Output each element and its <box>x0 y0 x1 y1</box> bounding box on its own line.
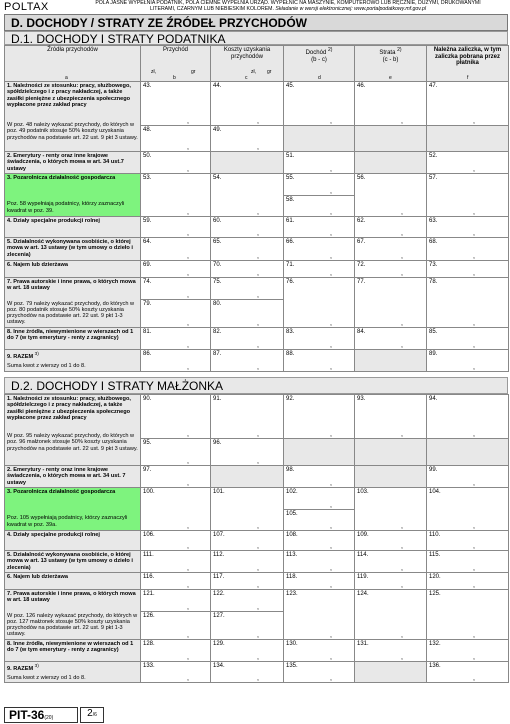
instruction-line-1: POLA JASNE WYPEŁNIA PODATNIK, POLA CIEMNE WYPEŁNIA URZĄD. WYPEŁNIĆ NA MASZYNIE, KOMPUTEROWO LUB RĘCZNIE, DUŻYMI, DRUKOWANYMI <box>95 0 481 6</box>
field-96[interactable]: 96. , <box>211 439 284 466</box>
spouse-row-other-label: 8. Inne źródła, niewymienione w wierszach od 1 do 7 (w tym emerytury - renty z zagranicy) <box>5 639 141 661</box>
row-personal-activity-label: 5. Działalność wykonywana osobiście, o której mowa w art. 13 ustawy (w tym umowy o dzieło i zlecenia) <box>5 238 141 261</box>
field-43[interactable]: 43. , <box>141 82 211 126</box>
spouse-row-total-label: 9. RAZEM $^{3)}$ Suma kwot z wierszy od 1 do 8. <box>5 661 141 682</box>
field-111[interactable]: 111. , <box>141 551 211 573</box>
field-101[interactable]: 101. , <box>211 488 284 531</box>
field-134[interactable]: 134. , <box>211 661 284 682</box>
field-73[interactable]: 73. , <box>427 261 509 278</box>
spouse-row-copyright-label: 7. Prawa autorskie i inne prawa, o których mowa w art. 18 ustawy W poz. 126 należy wykazać przychody, do których w poz. 127 małżonek stosuje 50% koszty uzyskania przychodów na podstawie art. 22 ust. 9 pkt 1-3 ustawy. <box>5 590 141 640</box>
row-pensions-label: 2. Emerytury - renty oraz inne krajowe świadczenia, o których mowa w art. 34 ust.7 ustawy <box>5 152 141 174</box>
field-53[interactable]: 53. , <box>141 174 211 217</box>
field-46[interactable]: 46. , <box>355 82 427 126</box>
field-61[interactable]: 61. , <box>284 217 355 238</box>
field-85[interactable]: 85. , <box>427 327 509 349</box>
field-110[interactable]: 110. , <box>427 531 509 551</box>
field-104[interactable]: 104. , <box>427 488 509 531</box>
spouse-row-personal-activity-label: 5. Działalność wykonywana osobiście, o której mowa w art. 13 ustawy (w tym umowy o dzieło i zlecenia) <box>5 551 141 573</box>
field-94[interactable]: 94. , <box>427 395 509 439</box>
row-copyright-label: 7. Prawa autorskie i inne prawa, o których mowa w art. 18 ustawy W poz. 79 należy wykazać przychody, do których w poz. 80 podatnik stosuje 50% koszty uzyskania przychodów na podstawie art. 22 ust. 9 pkt 1-3 ustawy. <box>5 278 141 328</box>
col-income-header: Dochód $^{2)}$ (b - c) d <box>284 46 355 82</box>
field-132[interactable]: 132. , <box>427 639 509 661</box>
field-59[interactable]: 59. , <box>141 217 211 238</box>
col-advance-header: Należna zaliczka, w tym zaliczka pobrana przez płatnika f <box>427 46 509 82</box>
field-133[interactable]: 133. , <box>141 661 211 682</box>
field-86[interactable]: 86. , <box>141 349 211 371</box>
spouse-row-employment-label: 1. Należności ze stosunku: pracy, służbowego, spółdzielczego i z pracy nakładczej, a także zasiłki pieniężne z ubezpieczenia społecznego wypłacone przez zakład pracy W poz. 95 należy wykazać przychody, do których w poz. 96 małżonek stosuje 50% koszty uzyskania przychodów na podstawie art. 22 ust. 9 pkt 3 ustawy. <box>5 395 141 466</box>
field-82[interactable]: 82. , <box>211 327 284 349</box>
field-121[interactable]: 121. , <box>141 590 211 612</box>
field-128[interactable]: 128. , <box>141 639 211 661</box>
field-106[interactable]: 106. , <box>141 531 211 551</box>
field-50[interactable]: 50. , <box>141 152 211 174</box>
field-78[interactable]: 78. , <box>427 278 509 328</box>
field-131[interactable]: 131. , <box>355 639 427 661</box>
field-49[interactable]: 49. , <box>211 126 284 152</box>
field-89[interactable]: 89. , <box>427 349 509 371</box>
field-71[interactable]: 71. , <box>284 261 355 278</box>
field-79[interactable]: 79. , <box>141 300 211 327</box>
form-instructions <box>68 0 508 12</box>
field-54[interactable]: 54. , <box>211 174 284 217</box>
field-105[interactable]: 105. , <box>284 510 355 531</box>
field-136[interactable]: 136. , <box>427 661 509 682</box>
spouse-row-business-label: 3. Pozarolnicza działalność gospodarcza Poz. 105 wypełniają podatnicy, którzy zaznaczyli kwadrat w poz. 39a. <box>5 488 141 531</box>
field-95[interactable]: 95. , <box>141 439 211 466</box>
d2-table <box>4 394 509 683</box>
col-costs-header: Koszty uzyskania przychodów zł, gr c <box>211 46 284 82</box>
field-80[interactable]: 80. , <box>211 300 284 327</box>
field-74[interactable]: 74. , <box>141 278 211 300</box>
field-45[interactable]: 45. , <box>284 82 355 126</box>
field-77[interactable]: 77. , <box>355 278 427 328</box>
field-108[interactable]: 108. , <box>284 531 355 551</box>
field-118[interactable]: 118. , <box>284 573 355 590</box>
col-loss-header: Strata $^{2)}$ (c - b) e <box>355 46 427 82</box>
row-employment-label: 1. Należności ze stosunku: pracy, służbowego, spółdzielczego i z pracy nakładczej, a także zasiłki pieniężne z ubezpieczenia społecznego wypłacone przez zakład pracy W poz. 48 należy wykazać przychody, do których w poz. 49 podatnik stosuje 50% koszty uzyskania przychodów na podstawie art. 22 ust. 9 pkt 3 ustawy. <box>5 82 141 152</box>
field-99[interactable]: 99. , <box>427 466 509 488</box>
form-id: PIT-36(20) <box>4 707 78 723</box>
field-60[interactable]: 60. , <box>211 217 284 238</box>
field-70[interactable]: 70. , <box>211 261 284 278</box>
field-55[interactable]: 55. , <box>284 174 355 196</box>
field-113[interactable]: 113. , <box>284 551 355 573</box>
col-revenue-header: Przychód zł, gr b <box>141 46 211 82</box>
field-91[interactable]: 91. , <box>211 395 284 439</box>
field-90[interactable]: 90. , <box>141 395 211 439</box>
field-68[interactable]: 68. , <box>427 238 509 261</box>
spouse-row-pensions-label: 2. Emerytury - renty oraz inne krajowe świadczenia, o których mowa w art. 34 ust. 7 ustawy <box>5 466 141 488</box>
field-114[interactable]: 114. , <box>355 551 427 573</box>
field-51[interactable]: 51. , <box>284 152 355 174</box>
field-58[interactable]: 58. , <box>284 196 355 217</box>
field-125[interactable]: 125. , <box>427 590 509 640</box>
field-47[interactable]: 47. , <box>427 82 509 126</box>
field-116[interactable]: 116. , <box>141 573 211 590</box>
field-87[interactable]: 87. , <box>211 349 284 371</box>
field-120[interactable]: 120. , <box>427 573 509 590</box>
field-102[interactable]: 102. , <box>284 488 355 510</box>
field-103[interactable]: 103. , <box>355 488 427 531</box>
field-115[interactable]: 115. , <box>427 551 509 573</box>
section-title: D. DOCHODY / STRATY ZE ŹRÓDEŁ PRZYCHODÓW <box>4 14 508 31</box>
field-119[interactable]: 119. , <box>355 573 427 590</box>
row-business-label: 3. Pozarolnicza działalność gospodarcza Poz. 58 wypełniają podatnicy, którzy zaznaczyli kwadrat w poz. 39. <box>5 174 141 217</box>
d1-table <box>4 45 509 372</box>
field-67[interactable]: 67. , <box>355 238 427 261</box>
field-124[interactable]: 124. , <box>355 590 427 640</box>
field-76[interactable]: 76. , <box>284 278 355 328</box>
field-63[interactable]: 63. , <box>427 217 509 238</box>
field-100[interactable]: 100. , <box>141 488 211 531</box>
field-129[interactable]: 129. , <box>211 639 284 661</box>
page-number: 2/6 <box>80 707 104 723</box>
field-98[interactable]: 98. , <box>284 466 355 488</box>
field-69[interactable]: 69. , <box>141 261 211 278</box>
field-130[interactable]: 130. , <box>284 639 355 661</box>
brand-label: POLTAX <box>4 1 49 13</box>
field-107[interactable]: 107. , <box>211 531 284 551</box>
subsection-d1-title: D.1. DOCHODY I STRATY PODATNIKA <box>4 31 508 45</box>
row-agri-label: 4. Działy specjalne produkcji rolnej <box>5 217 141 238</box>
field-112[interactable]: 112. , <box>211 551 284 573</box>
field-88[interactable]: 88. , <box>284 349 355 371</box>
field-65[interactable]: 65. , <box>211 238 284 261</box>
spouse-row-rental-label: 6. Najem lub dzierżawa <box>5 573 141 590</box>
field-62[interactable]: 62. , <box>355 217 427 238</box>
field-117[interactable]: 117. , <box>211 573 284 590</box>
field-83[interactable]: 83. , <box>284 327 355 349</box>
field-81[interactable]: 81. , <box>141 327 211 349</box>
field-122[interactable]: 122. , <box>211 590 284 612</box>
field-97[interactable]: 97. , <box>141 466 211 488</box>
field-127[interactable]: 127. , <box>211 612 284 639</box>
field-66[interactable]: 66. , <box>284 238 355 261</box>
col-source-header: Źródła przychodów a <box>5 46 141 82</box>
field-135[interactable]: 135. , <box>284 661 355 682</box>
subsection-d2-title: D.2. DOCHODY I STRATY MAŁŻONKA <box>4 377 508 394</box>
field-75[interactable]: 75. , <box>211 278 284 300</box>
field-44[interactable]: 44. , <box>211 82 284 126</box>
row-rental-label: 6. Najem lub dzierżawa <box>5 261 141 278</box>
field-84[interactable]: 84. , <box>355 327 427 349</box>
field-57[interactable]: 57. , <box>427 174 509 217</box>
spouse-row-agri-label: 4. Działy specjalne produkcji rolnej <box>5 531 141 551</box>
field-123[interactable]: 123. , <box>284 590 355 640</box>
field-64[interactable]: 64. , <box>141 238 211 261</box>
field-72[interactable]: 72. , <box>355 261 427 278</box>
field-109[interactable]: 109. , <box>355 531 427 551</box>
instruction-line-2: LITERAMI, CZARNYM LUB NIEBIESKIM KOLOREM. <box>149 6 274 12</box>
instruction-line-3: Składanie w wersji elektronicznej: www.portalpodatkowy.mf.gov.pl <box>275 6 426 12</box>
field-52[interactable]: 52. , <box>427 152 509 174</box>
field-93[interactable]: 93. , <box>355 395 427 439</box>
field-92[interactable]: 92. , <box>284 395 355 439</box>
field-56[interactable]: 56. , <box>355 174 427 217</box>
row-total-label: 9. RAZEM $^{3)}$ Suma kwot z wierszy od 1 do 8. <box>5 349 141 371</box>
row-other-label: 8. Inne źródła, niewymienione w wierszach od 1 do 7 (w tym emerytury - renty z zagranicy) <box>5 327 141 349</box>
field-126[interactable]: 126. , <box>141 612 211 639</box>
field-48[interactable]: 48. , <box>141 126 211 152</box>
